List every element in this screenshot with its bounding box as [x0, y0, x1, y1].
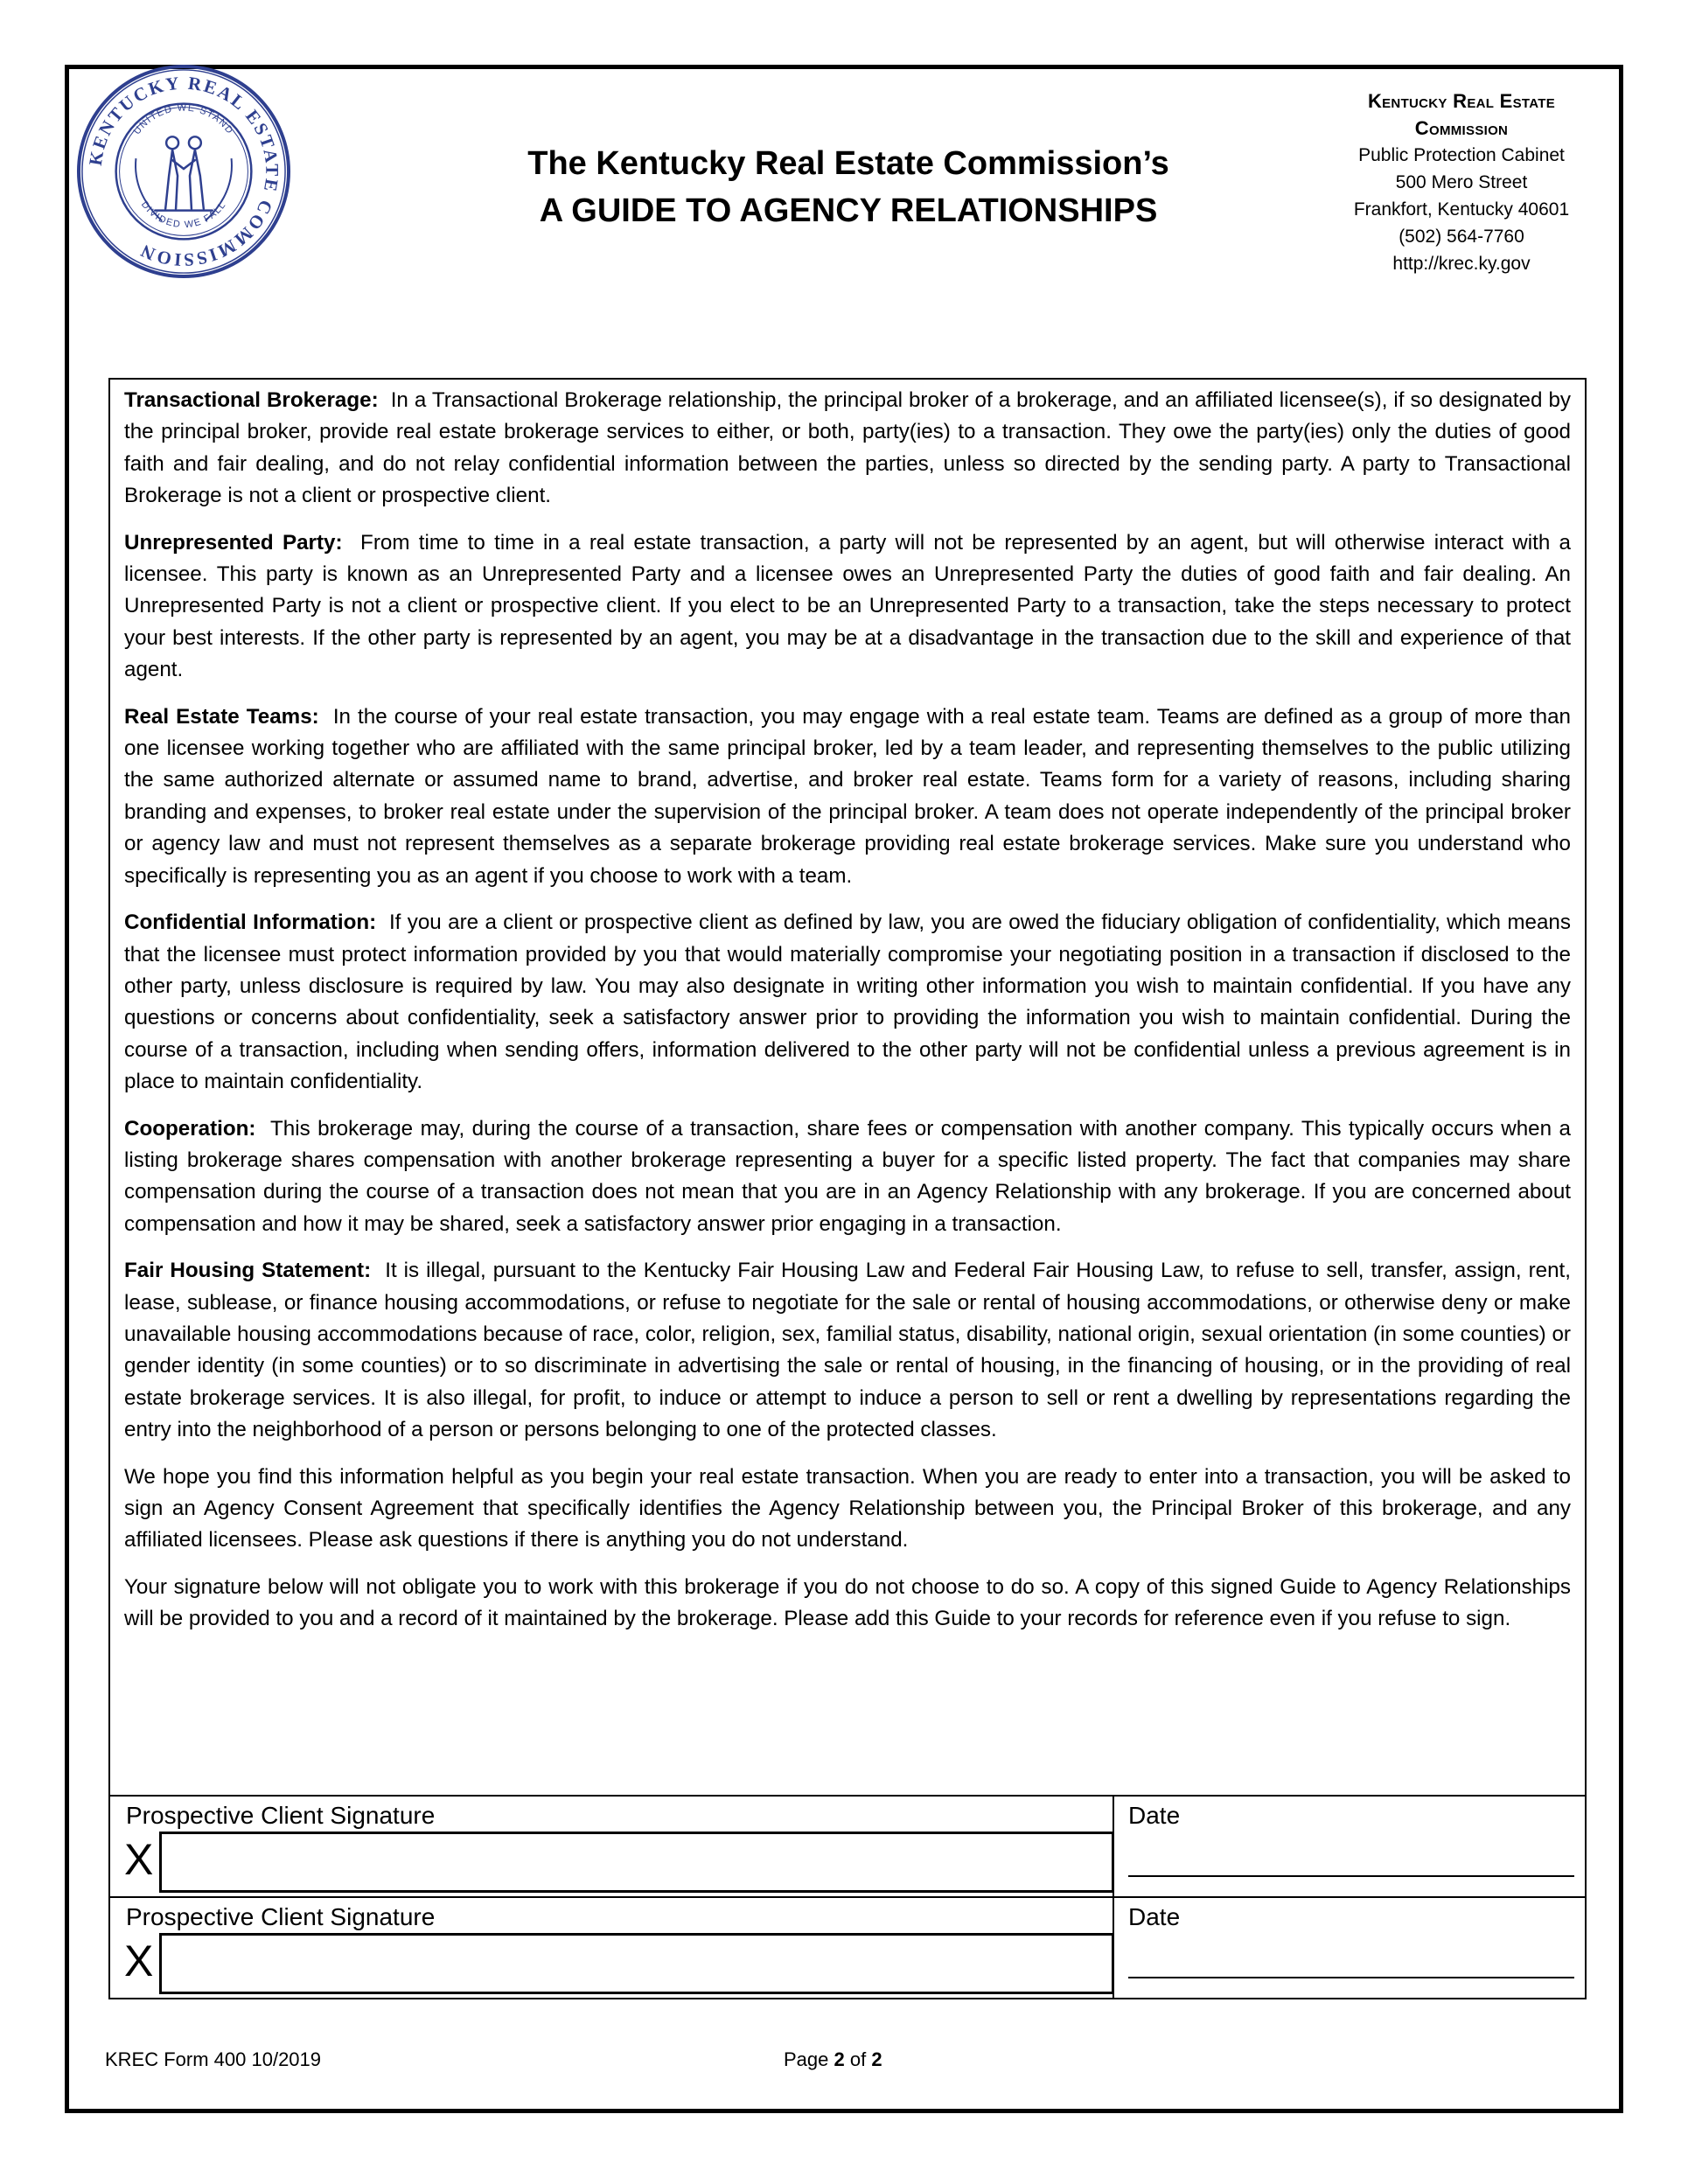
agency-city: Frankfort, Kentucky 40601	[1353, 199, 1570, 220]
page-mid: of	[844, 2048, 872, 2070]
document-title	[385, 140, 1312, 234]
closing-paragraph-2: Your signature below will not obligate you to work with this brokerage if you do not choose to do so. A copy of this signed Guide to Agency Relationships will be provided to you and a record of it maintained by the brokerage. Please add this Guide to your records for reference even if you refuse to sign.	[124, 1574, 1571, 1631]
agency-url: http://krec.ky.gov	[1392, 254, 1531, 274]
page-total: 2	[871, 2048, 882, 2070]
signature-row-1	[110, 1795, 1585, 1898]
seal-bottom-text: DIVIDED WE FALL	[138, 199, 229, 231]
section-unrepresented-party	[124, 527, 1571, 687]
signature-field-1[interactable]	[159, 1832, 1114, 1893]
page-prefix: Page	[784, 2048, 834, 2070]
agency-address-block	[1317, 87, 1606, 277]
section-heading: Real Estate Teams:	[124, 704, 319, 729]
date-field-2[interactable]	[1128, 1977, 1574, 1978]
guide-content-box	[108, 378, 1587, 1797]
page-current: 2	[834, 2048, 845, 2070]
svg-text:KENTUCKY REAL ESTATE COMMISSIO	[85, 73, 283, 271]
section-text: This brokerage may, during the course of a transaction, share fees or compensation with another company. This typically occurs when a listing brokerage shares compensation with another brokerage representing a buyer for a specific listed property. The fact that companies may share compensation during the course of a transaction does not mean that you are in an Agency Relationship with any brokerage. If you are concerned about compensation and how it may be shared, seek a satisfactory answer prior engaging in a transaction.	[124, 1116, 1571, 1236]
signature-label: Prospective Client Signature	[126, 1802, 436, 1829]
agency-phone: (502) 564-7760	[1399, 227, 1524, 247]
commission-seal	[75, 63, 292, 280]
signature-x-mark: X	[124, 1936, 154, 1985]
signature-label: Prospective Client Signature	[126, 1903, 436, 1930]
date-field-1[interactable]	[1128, 1875, 1574, 1877]
signature-table	[108, 1795, 1587, 1999]
section-heading: Cooperation:	[124, 1116, 256, 1141]
signature-row-2	[110, 1896, 1585, 1998]
date-label: Date	[1128, 1802, 1181, 1829]
form-number: KREC Form 400 10/2019	[105, 2048, 322, 2070]
section-cooperation	[124, 1113, 1571, 1241]
agency-street: 500 Mero Street	[1395, 172, 1528, 192]
date-label: Date	[1128, 1903, 1181, 1930]
title-line-1: The Kentucky Real Estate Commission’s	[527, 145, 1169, 182]
section-text: From time to time in a real estate transaction, a party will not be represented by an agent, but will otherwise interact with a licensee. This party is known as an Unrepresented Party and a licensee owes an Unrepresented Party the duties of good faith and fair dealing. An Unrepresented Party is not a client or prospective client. If you elect to be an Unrepresented Party to a transaction, take the steps necessary to protect your best interests. If the other party is represented by an agent, you may be at a disadvantage in the transaction due to the skill and experience of that agent.	[124, 530, 1571, 682]
section-confidential-information	[124, 907, 1571, 1098]
section-text: In the course of your real estate transaction, you may engage with a real estate team. Teams are defined as a group of more than one licensee working together who are affiliated with the same principal broker, led by a team leader, and representing themselves to the public utilizing the same authorized alternate or assumed name to brand, advertise, and broker real estate. Teams form for a variety of reasons, including sharing branding and expenses, to broker real estate under the supervision of the principal broker. A team does not operate independently of the principal broker or agency law and must not represent themselves as a separate brokerage providing real estate brokerage services. Make sure you understand who specifically is representing you as an agent if you choose to work with a team.	[124, 704, 1571, 888]
closing-paragraph-1: We hope you find this information helpful as you begin your real estate transaction. When you are ready to enter into a transaction, you will be asked to sign an Agency Consent Agreement that specifically identifies the Agency Relationship between you, the Principal Broker of this brokerage, and any affiliated licensees. Please ask questions if there is anything you do not understand.	[124, 1464, 1571, 1553]
section-real-estate-teams	[124, 701, 1571, 892]
svg-text:UNITED WE STAND	[132, 102, 236, 136]
section-text: If you are a client or prospective client as defined by law, you are owed the fiduciary obligation of confidentiality, which means that the licensee must protect information provided by you that would materially compromise your negotiating position in a transaction if disclosed to the other party, unless disclosure is required by law. You may also designate in writing other information you wish to maintain confidential. If you have any questions or concerns about confidentiality, seek a satisfactory answer prior to providing the information you wish to maintain confidential. During the course of a transaction, including when sending offers, information delivered to the other party will not be confidential unless a previous agreement is in place to maintain confidentiality.	[124, 911, 1571, 1094]
section-fair-housing-statement	[124, 1255, 1571, 1446]
signature-x-mark: X	[124, 1835, 154, 1884]
section-heading: Transactional Brokerage:	[124, 388, 379, 412]
signature-field-2[interactable]	[159, 1933, 1114, 1994]
section-text: It is illegal, pursuant to the Kentucky Fair Housing Law and Federal Fair Housing Law, to refuse to sell, transfer, assign, rent, lease, sublease, or finance housing accommodations, or refuse to negotiate for the sale or rental of housing accommodations, or otherwise deny or make unavailable housing accommodations because of race, color, religion, sex, familial status, disability, national origin, sexual orientation (in some counties) or gender identity (in some counties) or to so discriminate in advertising the sale or rental of housing, in the financing of housing, or in the providing of real estate brokerage services. It is also illegal, for profit, to induce or attempt to induce a person to sell or rent a dwelling by representations regarding the entry into the neighborhood of a person or persons belonging to one of the protected classes.	[124, 1259, 1571, 1442]
svg-text:DIVIDED WE FALL	[139, 199, 228, 230]
seal-outer-text: KENTUCKY REAL ESTATE COMMISSION	[84, 72, 283, 271]
page-number	[784, 2048, 882, 2071]
title-line-2: A GUIDE TO AGENCY RELATIONSHIPS	[539, 192, 1158, 229]
agency-name-line-1: Kentucky Real Estate	[1367, 90, 1556, 112]
section-heading: Confidential Information:	[124, 911, 377, 935]
section-heading: Unrepresented Party:	[124, 530, 343, 555]
section-heading: Fair Housing Statement:	[124, 1259, 372, 1283]
seal-top-text: UNITED WE STAND	[131, 102, 236, 137]
seal-figures-icon	[155, 136, 212, 210]
section-transactional-brokerage	[124, 385, 1571, 513]
agency-cabinet: Public Protection Cabinet	[1358, 145, 1565, 165]
agency-name-line-2: Commission	[1414, 117, 1509, 139]
section-text: In a Transactional Brokerage relationship, the principal broker of a brokerage, and an affiliated licensee(s), if so designated by the principal broker, provide real estate brokerage services to either, or both, party(ies) to a transaction. They owe the party(ies) only the duties of good faith and fair dealing, and do not relay confidential information between the parties, unless so directed by the sending party. A party to Transactional Brokerage is not a client or prospective client.	[124, 388, 1571, 508]
